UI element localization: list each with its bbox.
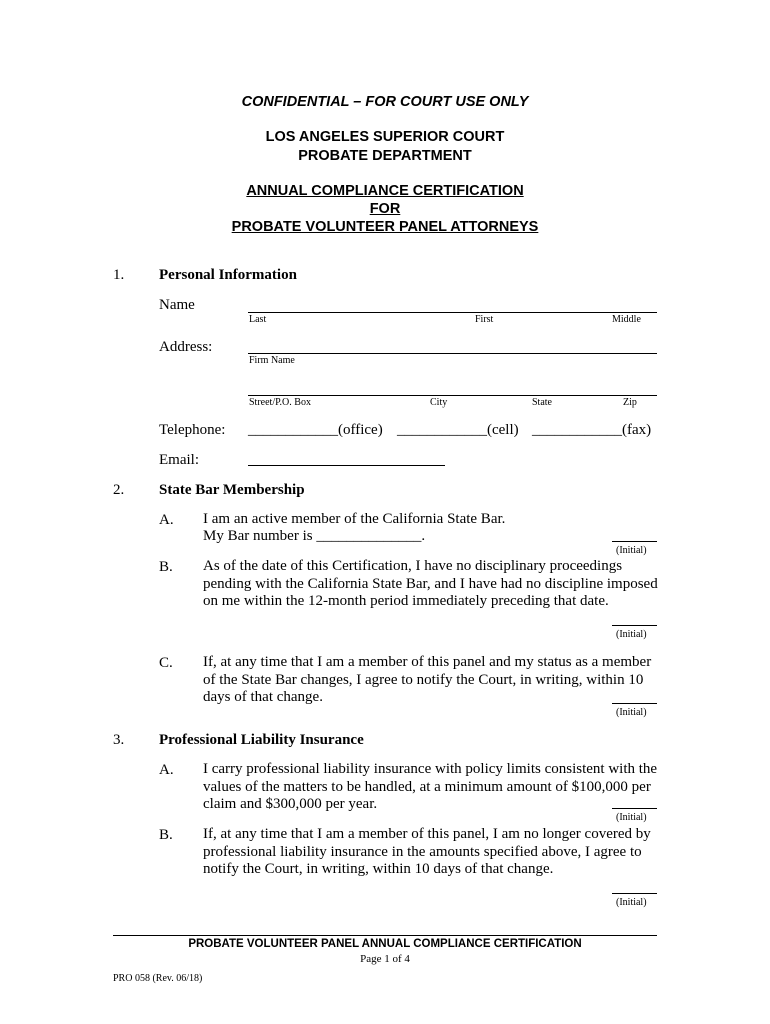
section-3-number: 3. bbox=[113, 732, 125, 748]
form-title-line1: ANNUAL COMPLIANCE CERTIFICATION bbox=[246, 183, 524, 199]
footer-divider bbox=[113, 935, 657, 936]
item-3b-letter: B. bbox=[159, 827, 173, 843]
initial-line-3b[interactable] bbox=[612, 893, 657, 894]
initial-caption-3b: (Initial) bbox=[616, 897, 647, 908]
item-2b-letter: B. bbox=[159, 559, 173, 575]
address-label: Address: bbox=[159, 339, 213, 355]
initial-caption-2a: (Initial) bbox=[616, 545, 647, 556]
court-name: LOS ANGELES SUPERIOR COURT bbox=[265, 129, 505, 145]
initial-caption-2b: (Initial) bbox=[616, 629, 647, 640]
street-input-line[interactable] bbox=[248, 395, 657, 396]
name-first-caption: First bbox=[475, 314, 494, 325]
footer-page-number: Page 1 of 4 bbox=[360, 953, 410, 965]
telephone-fax-field[interactable]: ____________(fax) bbox=[532, 422, 652, 438]
email-input-line[interactable] bbox=[248, 465, 445, 466]
form-title-line2: FOR bbox=[369, 201, 401, 217]
name-middle-caption: Middle bbox=[612, 314, 641, 325]
section-1-number: 1. bbox=[113, 267, 125, 283]
telephone-office-field[interactable]: ____________(office) bbox=[248, 422, 383, 438]
telephone-cell-field[interactable]: ____________(cell) bbox=[397, 422, 519, 438]
initial-caption-2c: (Initial) bbox=[616, 707, 647, 718]
item-2b-text: As of the date of this Certification, I have no disciplinary proceedings pending with the California State Bar, and I have had no discipline imposed on me within the 12-month period immediately preceding that date. bbox=[203, 558, 658, 609]
item-2c-text: If, at any time that I am a member of this panel and my status as a member of the State Bar changes, I agree to notify the Court, in writing, within 10 days of that change. bbox=[203, 654, 652, 705]
firm-name-input-line[interactable] bbox=[248, 353, 657, 354]
footer-title: PROBATE VOLUNTEER PANEL ANNUAL COMPLIANCE CERTIFICATION bbox=[188, 938, 582, 950]
form-title-line3: PROBATE VOLUNTEER PANEL ATTORNEYS bbox=[231, 219, 539, 235]
item-2a-letter: A. bbox=[159, 512, 174, 528]
email-label: Email: bbox=[159, 452, 199, 468]
name-input-line[interactable] bbox=[248, 312, 657, 313]
street-caption: Street/P.O. Box bbox=[249, 397, 311, 408]
city-caption: City bbox=[430, 397, 448, 408]
section-2-number: 2. bbox=[113, 482, 125, 498]
zip-caption: Zip bbox=[623, 397, 637, 408]
item-3a-letter: A. bbox=[159, 762, 174, 778]
item-2c-letter: C. bbox=[159, 655, 173, 671]
firm-name-caption: Firm Name bbox=[249, 355, 295, 366]
telephone-label: Telephone: bbox=[159, 422, 226, 438]
section-3-title: Professional Liability Insurance bbox=[159, 732, 364, 748]
initial-caption-3a: (Initial) bbox=[616, 812, 647, 823]
form-id: PRO 058 (Rev. 06/18) bbox=[113, 973, 203, 984]
state-caption: State bbox=[532, 397, 552, 408]
initial-line-2c[interactable] bbox=[612, 703, 657, 704]
name-last-caption: Last bbox=[249, 314, 267, 325]
initial-line-3a[interactable] bbox=[612, 808, 657, 809]
name-label: Name bbox=[159, 297, 195, 313]
item-2a-text-line2[interactable]: My Bar number is ______________. bbox=[203, 528, 426, 544]
initial-line-2a[interactable] bbox=[612, 541, 657, 542]
section-2-title: State Bar Membership bbox=[159, 482, 305, 498]
item-3a-text: I carry professional liability insurance with policy limits consistent with the values of the matters to be handled, at a minimum amount of $100,000 per claim and $300,000 per year. bbox=[203, 761, 658, 812]
item-2a-text-line1: I am an active member of the California State Bar. bbox=[203, 511, 506, 527]
confidential-banner: CONFIDENTIAL – FOR COURT USE ONLY bbox=[241, 94, 529, 110]
item-3b-text: If, at any time that I am a member of this panel, I am no longer covered by professional liability insurance in the amounts specified above, I agree to notify the Court, in writing, within 10 days of that change. bbox=[203, 826, 651, 877]
department-name: PROBATE DEPARTMENT bbox=[298, 148, 472, 164]
initial-line-2b[interactable] bbox=[612, 625, 657, 626]
section-1-title: Personal Information bbox=[159, 267, 297, 283]
